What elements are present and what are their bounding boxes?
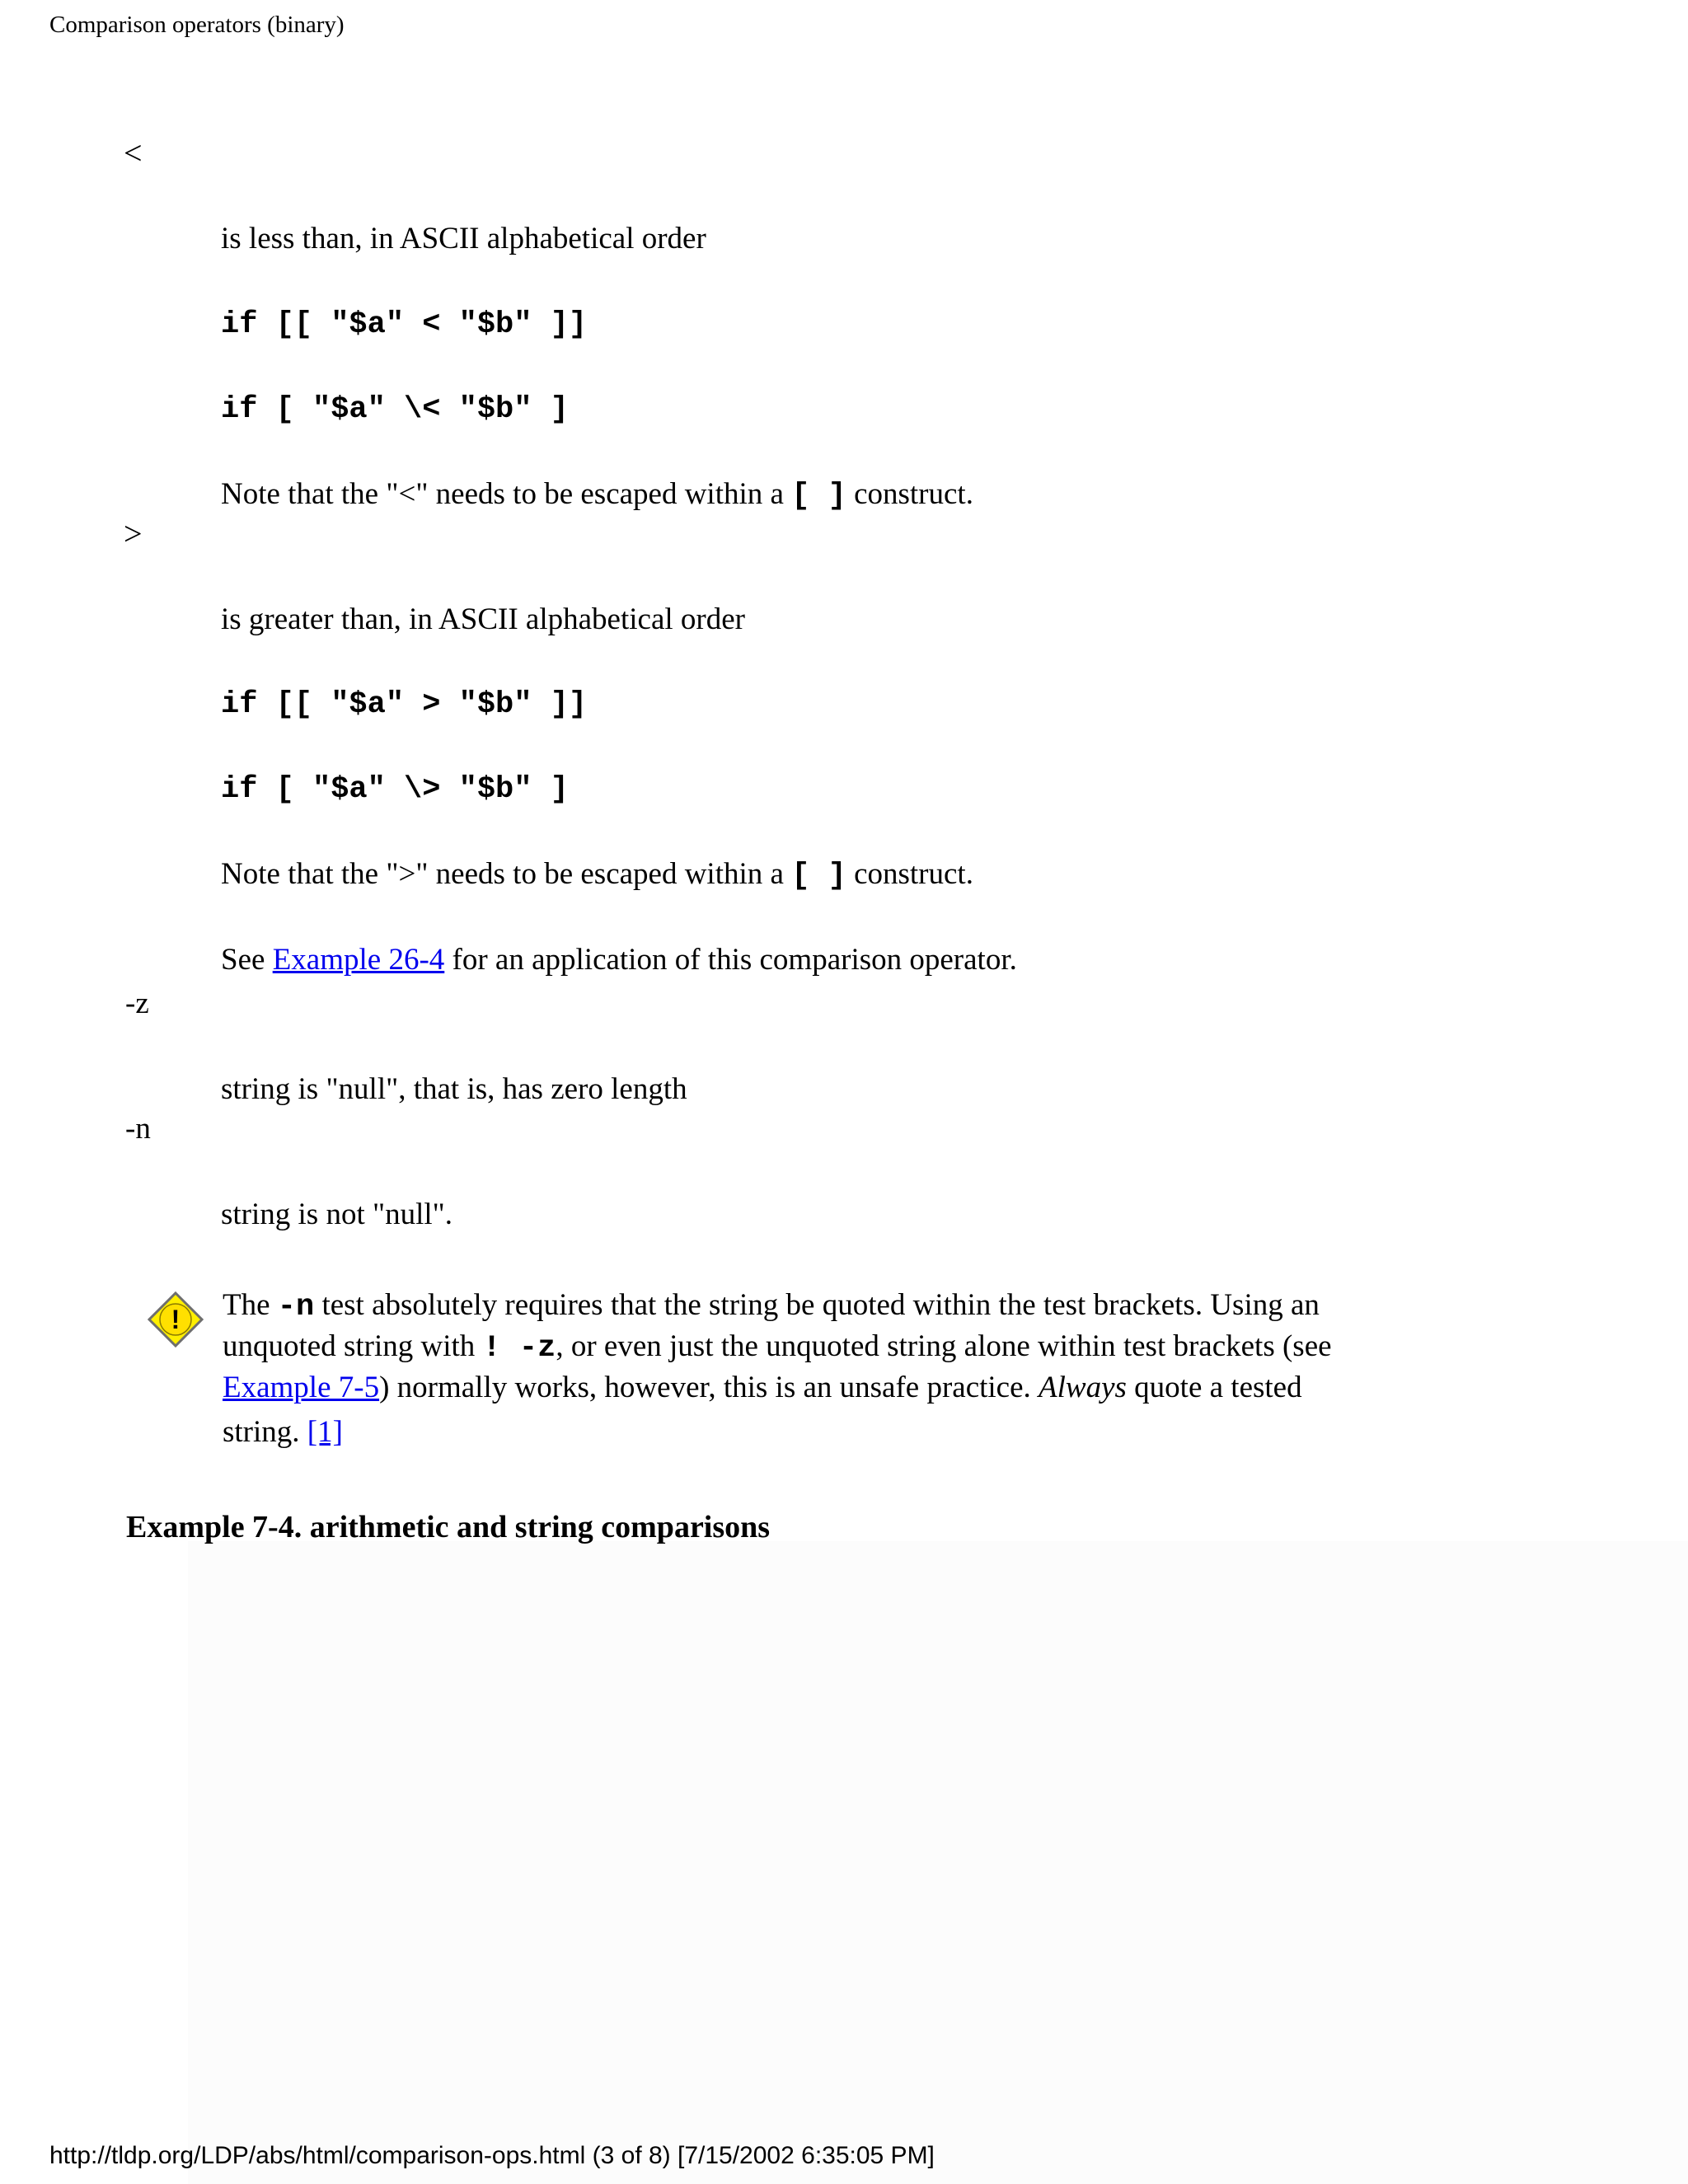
warning-text-part: test absolutely requires that the string be quoted within the test brackets. Using an [314, 1288, 1320, 1322]
warning-text-part: unquoted string with [223, 1329, 483, 1363]
note-code: [ ] [791, 859, 846, 893]
term-less-than: < [124, 134, 143, 171]
see-text-end: for an application of this comparison operator. [444, 943, 1017, 977]
note-text-end: construct. [846, 477, 973, 511]
warning-line-4 [223, 1413, 1459, 1452]
example-26-4-link[interactable]: Example 26-4 [272, 943, 445, 977]
note-text: Note that the "<" needs to be escaped within a [221, 477, 792, 511]
z-description: string is "null", that is, has zero length [221, 1072, 687, 1106]
greater-than-description: is greater than, in ASCII alphabetical order [221, 602, 745, 636]
page-header-title: Comparison operators (binary) [49, 12, 345, 38]
footnote-1-link[interactable]: [1] [307, 1415, 343, 1449]
note-text: Note that the ">" needs to be escaped within a [221, 857, 792, 891]
page-shade [188, 1541, 1688, 2184]
note-code: [ ] [791, 479, 846, 513]
warning-text-part: string. [223, 1415, 307, 1449]
warning-line-1 [223, 1286, 1459, 1327]
less-than-description: is less than, in ASCII alphabetical order [221, 222, 706, 255]
n-description: string is not "null". [221, 1197, 453, 1231]
warning-text-part: , or even just the unquoted string alone within test brackets (see [556, 1329, 1332, 1363]
warning-text [223, 1286, 1459, 1452]
example-7-5-link[interactable]: Example 7-5 [223, 1371, 380, 1404]
warning-code-n: -n [277, 1290, 315, 1324]
greater-than-code-single-bracket: if [ "$a" \> "$b" ] [221, 772, 569, 807]
warning-text-part: quote a tested [1126, 1371, 1302, 1404]
less-than-note [221, 476, 973, 514]
warning-emphasis: Always [1039, 1371, 1127, 1404]
term-z: -z [125, 987, 149, 1020]
see-example-sentence [221, 942, 1017, 978]
term-n: -n [125, 1112, 151, 1146]
greater-than-code-double-bracket: if [[ "$a" > "$b" ]] [221, 687, 588, 722]
see-text: See [221, 943, 273, 977]
warning-text-part: ) normally works, however, this is an unsafe practice. [379, 1371, 1039, 1404]
warning-code-not-z: ! -z [482, 1331, 556, 1366]
warning-icon [147, 1291, 204, 1348]
page-footer-url: http://tldp.org/LDP/abs/html/comparison-ops.html (3 of 8) [7/15/2002 6:35:05 PM] [49, 2142, 935, 2169]
greater-than-note [221, 856, 973, 894]
less-than-code-double-bracket: if [[ "$a" < "$b" ]] [221, 307, 588, 342]
example-title: Example 7-4. arithmetic and string comparisons [126, 1510, 771, 1544]
warning-text-part: The [223, 1288, 278, 1322]
warning-line-2 [223, 1327, 1459, 1368]
warning-line-3 [223, 1368, 1459, 1408]
warning-glyph: ! [171, 1305, 181, 1334]
note-text-end: construct. [846, 857, 973, 891]
term-greater-than: > [124, 515, 143, 552]
less-than-code-single-bracket: if [ "$a" \< "$b" ] [221, 392, 569, 427]
